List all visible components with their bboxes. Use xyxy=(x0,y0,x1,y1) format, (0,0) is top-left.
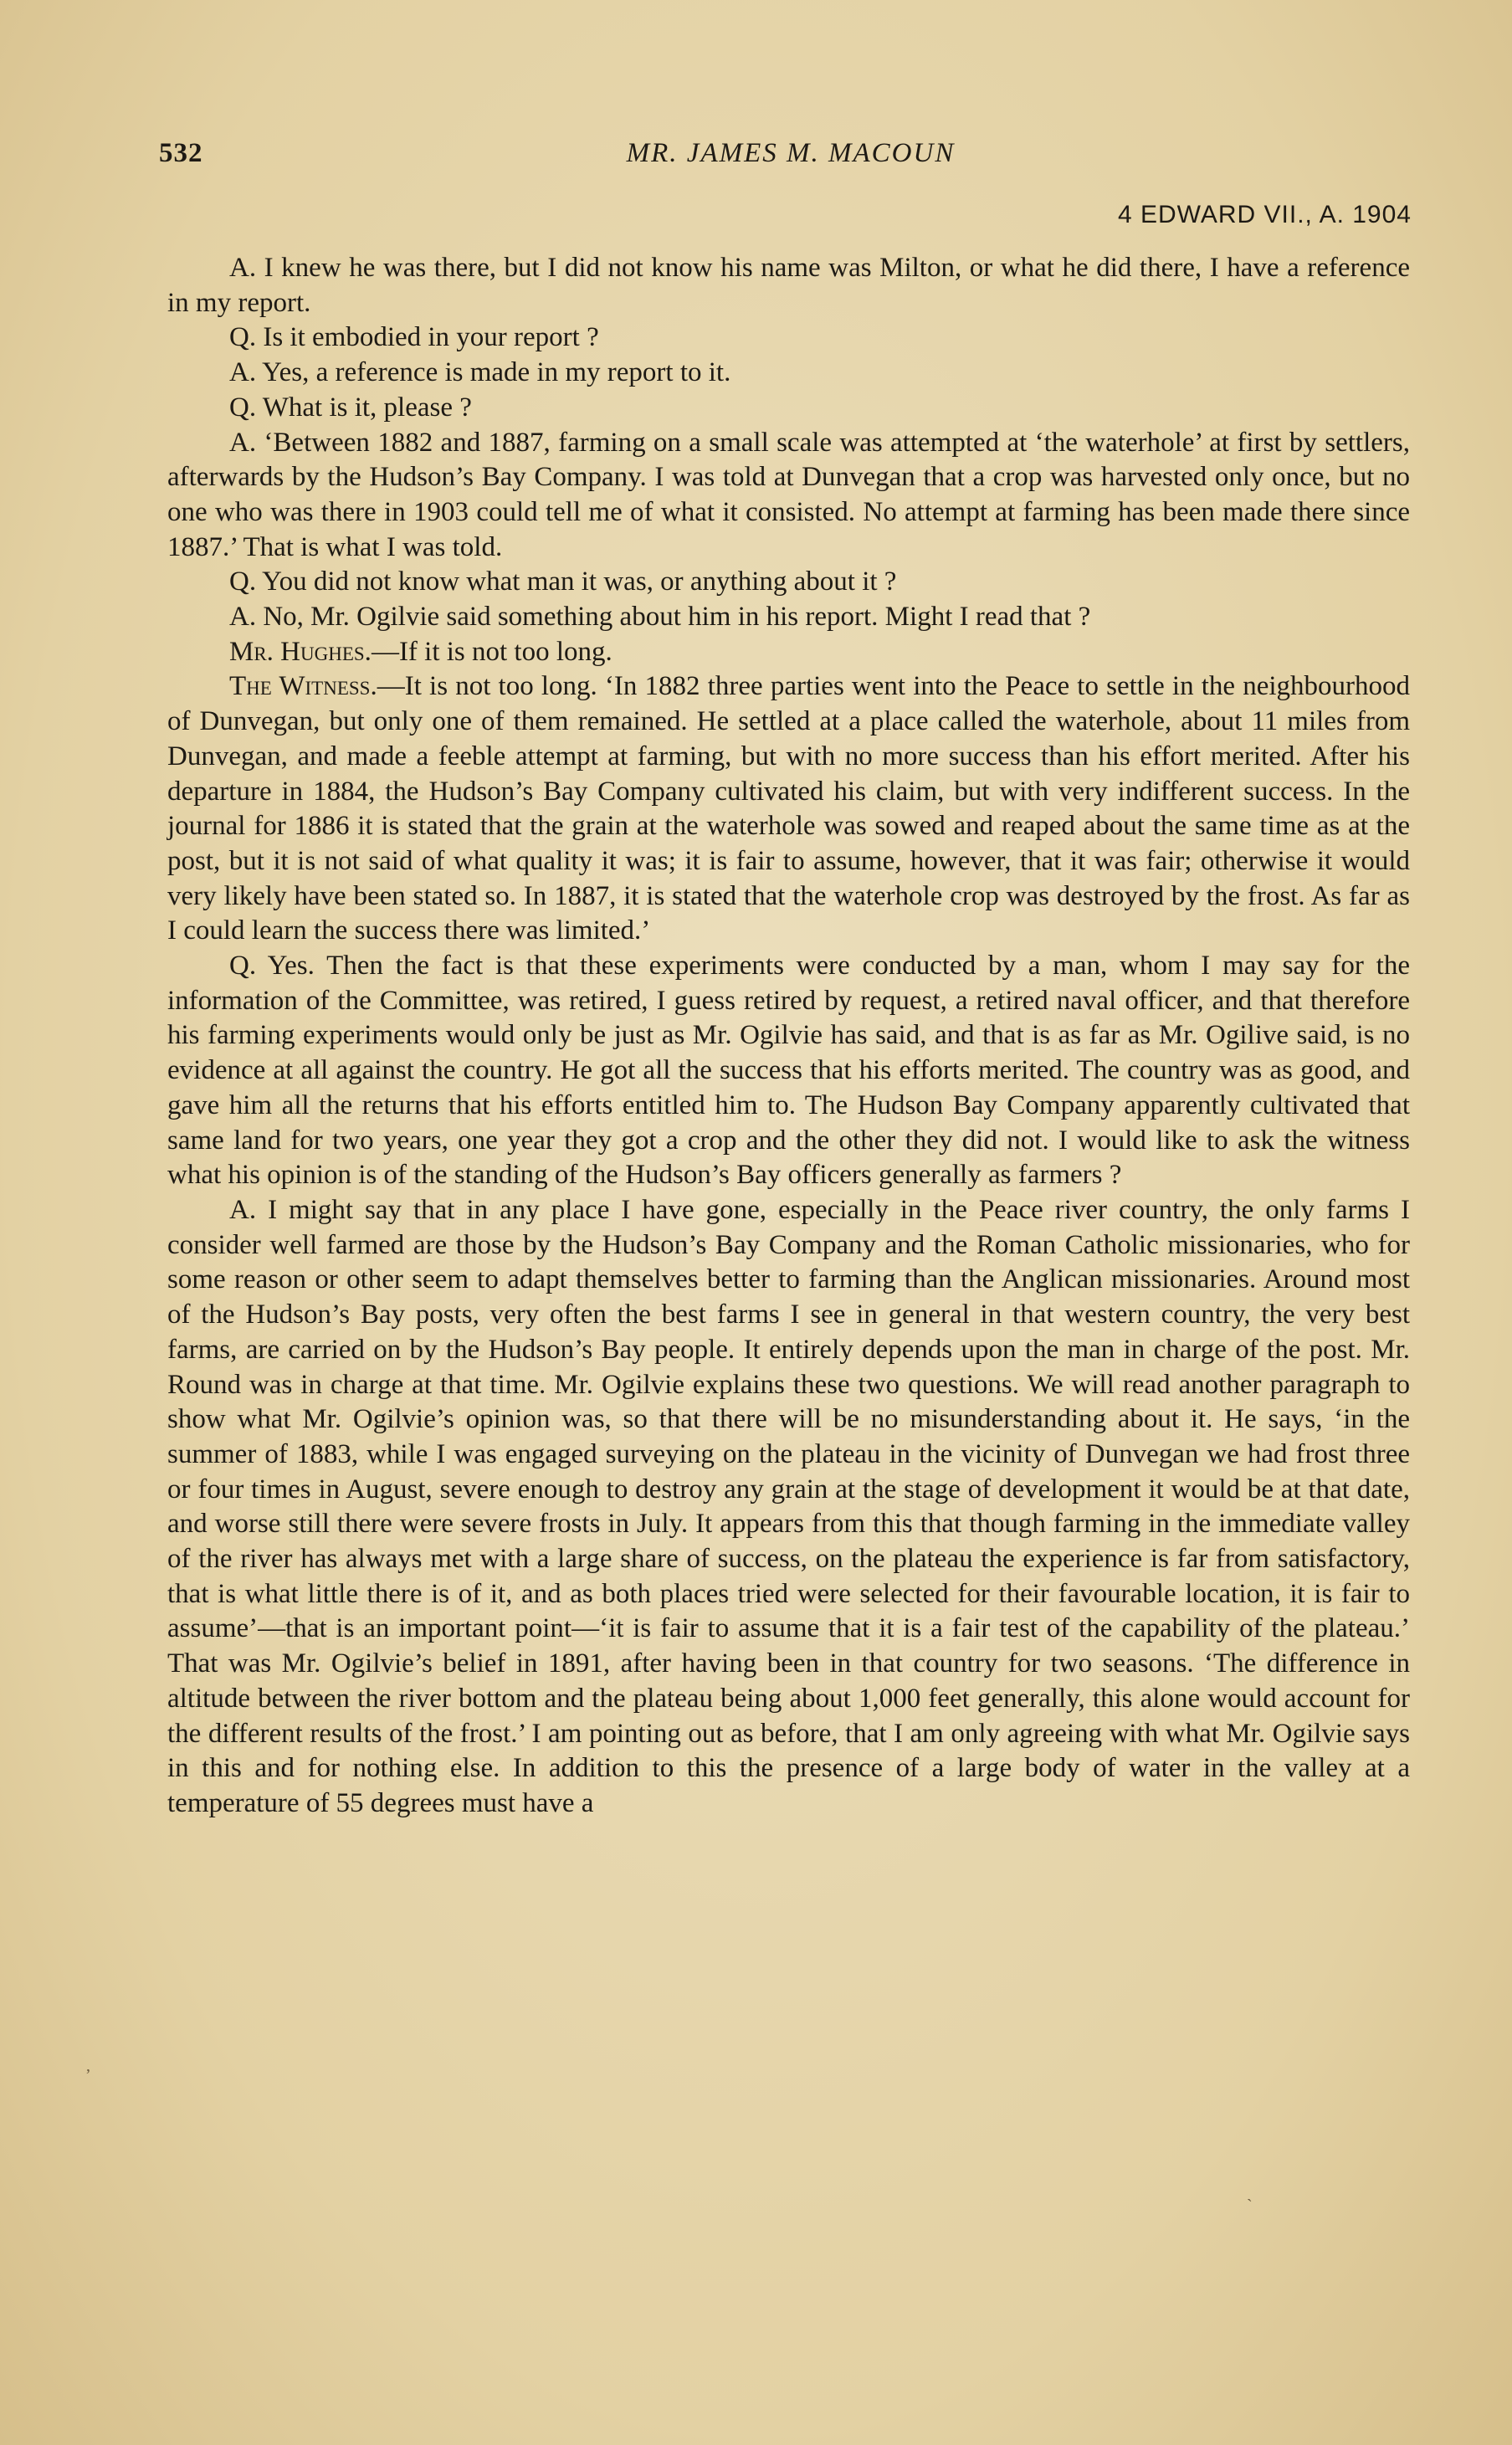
paragraph: A. ‘Between 1882 and 1887, farming on a small scale was attempted at ‘the waterhole’ at first by settlers, afterwards by the Hudson’s Bay Company. I was told at Dunvegan that a crop was harvested only once, but no one who was there in 1903 could tell me of what it consisted. No attempt at farming has been made there since 1887.’ That is what I was told. xyxy=(167,427,1410,562)
stray-margin-mark: ` xyxy=(1247,2196,1253,2215)
paragraph-text: —If it is not too long. xyxy=(371,636,612,667)
paragraph xyxy=(167,635,1410,670)
speaker-name: The Witness. xyxy=(229,671,377,702)
paragraph: A. I knew he was there, but I did not know his name was Milton, or what he did there, I have a reference in my report. xyxy=(167,253,1410,318)
stray-margin-mark: ‚ xyxy=(85,2057,91,2075)
paragraph: A. Yes, a reference is made in my report to it. xyxy=(229,357,731,388)
paragraph: Q. What is it, please ? xyxy=(229,392,472,423)
page-header xyxy=(159,138,1422,180)
paragraph: A. I might say that in any place I have gone, especially in the Peace river country, the only farms I consider well farmed are those by the Hudson’s Bay Company and the Roman Catholic missionaries, who for some reason or other seem to adapt themselves better to farming than the Anglican missionaries. Around most of the Hudson’s Bay posts, very often the best farms I see in general in that western country, the very best farms, are carried on by the Hudson’s Bay people. It entirely depends upon the man in charge of the post. Mr. Round was in charge at that time. Mr. Ogilvie explains these two questions. We will read another paragraph to show what Mr. Ogilvie’s opinion was, so that there will be no misunderstanding about it. He says, ‘in the summer of 1883, while I was engaged surveying on the plateau in the vicinity of Dunvegan we had frost three or four times in August, severe enough to destroy any grain at the stage of development it would be at that date, and worse still there were severe frosts in July. It appears from this that though farming in the immediate valley of the river has always met with a large share of success, on the plateau the experience is far from satisfactory, that is what little there is of it, and as both places tried were selected for their favourable location, it is fair to assume’—that is an important point—‘it is fair to assume that it is a fair test of the capability of the plateau.’ That was Mr. Ogilvie’s belief in 1891, after having been in that country for two seasons. ‘The difference in altitude between the river bottom and the plateau being about 1,000 feet generally, this alone would account for the different results of the frost.’ I am pointing out as before, that I am only agreeing with what Mr. Ogilvie says in this and for nothing else. In addition to this the presence of a large body of water in the valley at a temperature of 55 degrees must have a xyxy=(167,1194,1410,1818)
speaker-name: Mr. Hughes. xyxy=(229,636,372,667)
running-head: MR. JAMES M. MACOUN xyxy=(626,138,956,168)
session-designation: 4 EDWARD VII., A. 1904 xyxy=(1117,201,1412,228)
paragraph: Q. You did not know what man it was, or anything about it ? xyxy=(229,566,897,597)
paragraph xyxy=(167,669,1410,949)
page-number: 532 xyxy=(159,138,203,168)
paragraph-text: —It is not too long. ‘In 1882 three parties went into the Peace to settle in the neighbourhood of Dunvegan, but only one of them remained. He settled at a place called the waterhole, about 11 miles from Dunvegan, and made a feeble attempt at farming, but with no more success than his effort merited. After his departure in 1884, the Hudson’s Bay Company cultivated his claim, but with very indifferent success. In the journal for 1886 it is stated that the grain at the waterhole was sowed and reaped about the same time as at the post, but it is not said of what quality it was; it is fair to assume, however, that it was fair; otherwise it would very likely have been stated so. In 1887, it is stated that the waterhole crop was destroyed by the frost. As far as I could learn the success there was limited.’ xyxy=(167,671,1411,946)
paragraph: Q. Is it embodied in your report ? xyxy=(229,322,599,353)
testimony-body xyxy=(167,251,1410,1822)
paragraph: A. No, Mr. Ogilvie said something about him in his report. Might I read that ? xyxy=(229,602,1091,633)
paragraph: Q. Yes. Then the fact is that these experiments were conducted by a man, whom I may say for the information of the Committee, was retired, I guess retired by request, a retired naval officer, and that therefore his farming experiments would only be just as Mr. Ogilvie has said, and that is as far as Mr. Ogilive said, is no evidence at all against the country. He got all the success that his efforts merited. The country was as good, and gave him all the returns that his efforts entitled him to. The Hudson Bay Company apparently cultivated that same land for two years, one year they got a crop and the other they did not. I would like to ask the witness what his opinion is of the standing of the Hudson’s Bay officers generally as farmers ? xyxy=(167,951,1410,1191)
